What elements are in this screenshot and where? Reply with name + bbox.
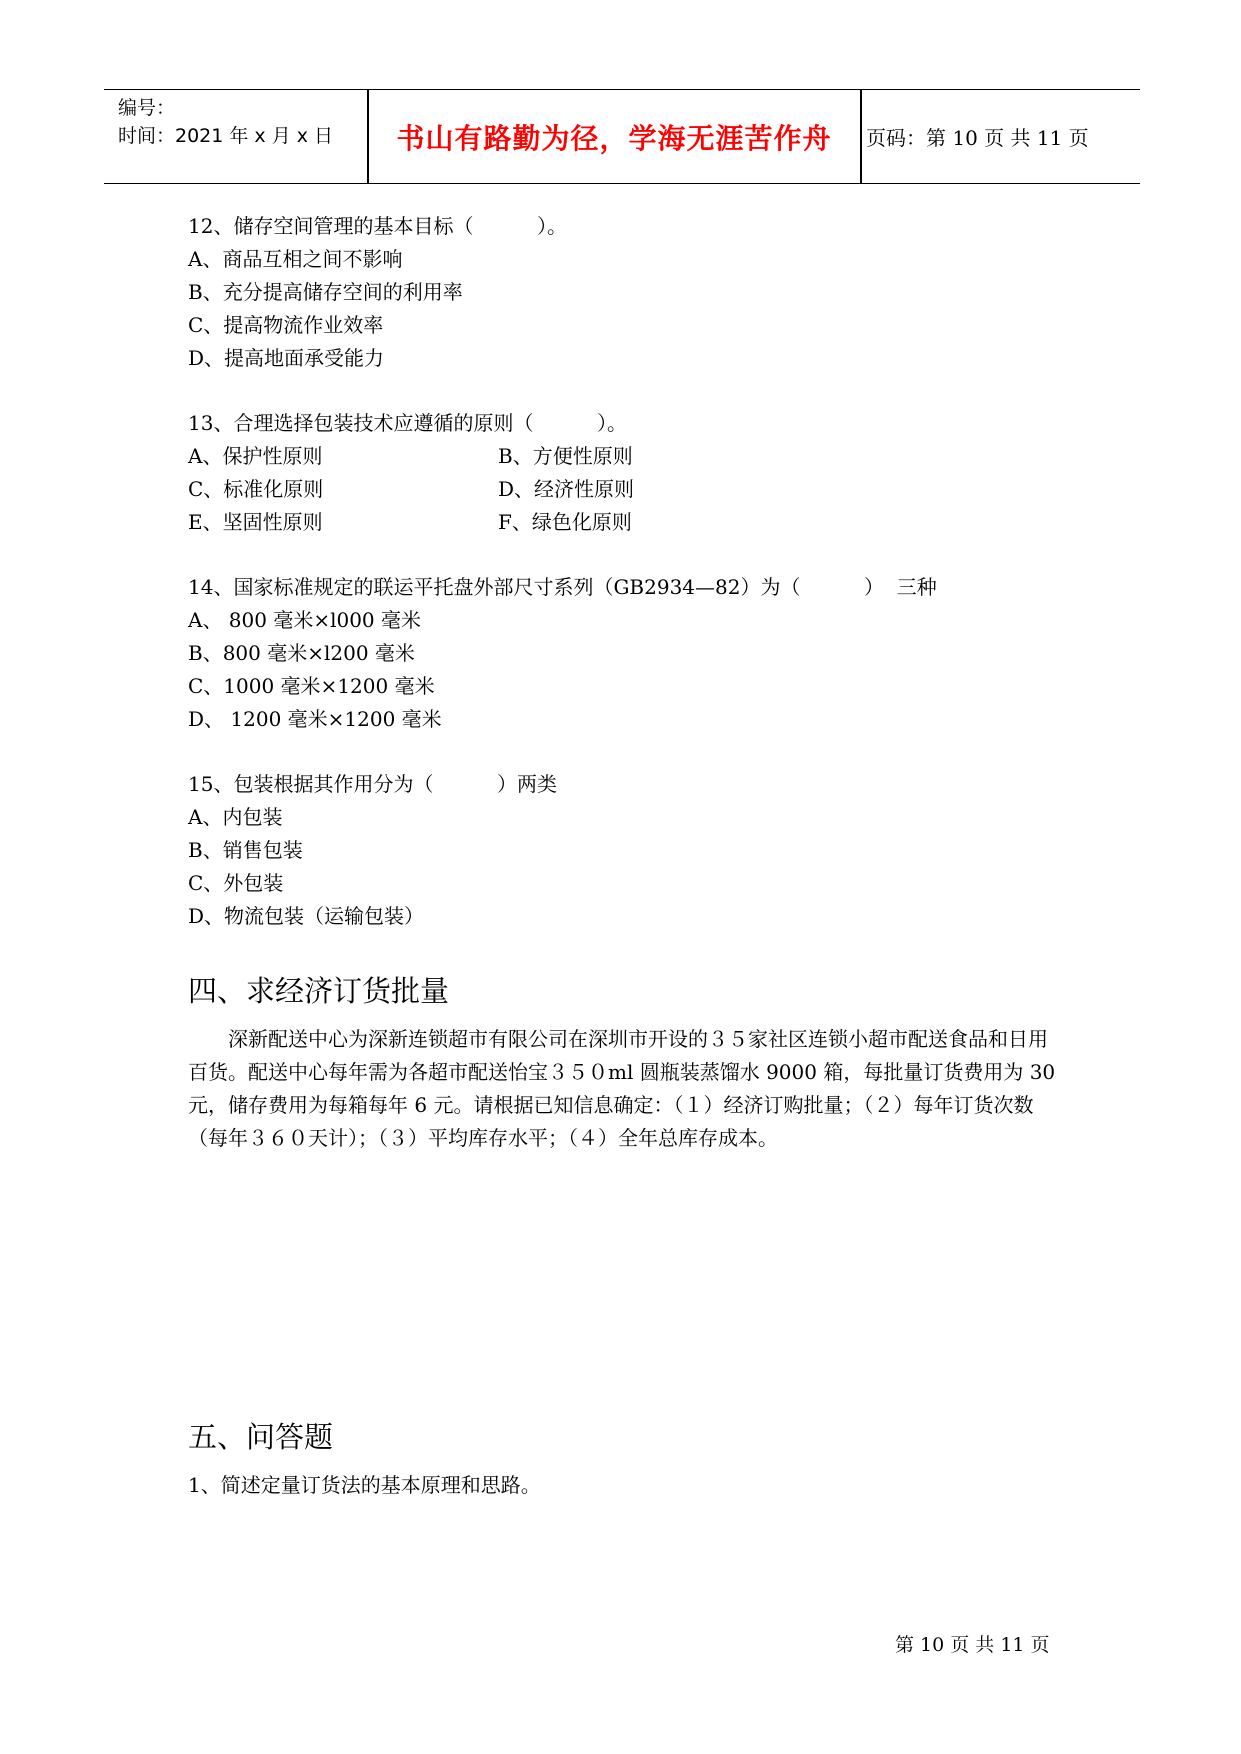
section-4-paragraph: 深新配送中心为深新连锁超市有限公司在深圳市开设的３５家社区连锁小超市配送食品和日用百货。配送中心每年需为各超市配送怡宝３５０ml 圆瓶装蒸馏水 9000 箱，每批量订货费用为 30 元，储存费用为每箱每年 6 元。请根据已知信息确定：（１）经济订购批量；（２）每年订货次数（每年３６０天计）；（３）平均库存水平；（４）全年总库存成本。 <box>188 1027 1056 1150</box>
option: B、800 毫米×l200 毫米 <box>188 641 415 665</box>
section-5-title: 五、问答题 <box>188 1420 334 1454</box>
document-body <box>188 210 1068 1502</box>
option: C、标准化原则 <box>188 477 324 501</box>
section-4-title: 四、求经济订货批量 <box>188 974 450 1008</box>
option: D、 1200 毫米×1200 毫米 <box>188 707 442 731</box>
question-14 <box>188 571 1068 736</box>
option: F、绿色化原则 <box>498 510 632 534</box>
page-header <box>104 89 1140 184</box>
option: A、保护性原则 <box>188 444 323 468</box>
number-label: 编号： <box>118 97 176 119</box>
question-stem: 14、国家标准规定的联运平托盘外部尺寸系列（GB2934—82）为（ ） 三种 <box>188 575 937 599</box>
header-meta <box>118 94 358 150</box>
option: B、方便性原则 <box>498 444 633 468</box>
option-row <box>188 473 1068 506</box>
question-13 <box>188 407 1068 539</box>
option: B、充分提高储存空间的利用率 <box>188 280 463 304</box>
question-stem: 13、合理选择包装技术应遵循的原则（ ）。 <box>188 411 628 435</box>
question-stem: 15、包装根据其作用分为（ ）两类 <box>188 772 558 796</box>
option: D、提高地面承受能力 <box>188 346 385 370</box>
option-row <box>188 506 1068 539</box>
header-motto: 书山有路勤为径，学海无涯苦作舟 <box>396 121 832 155</box>
option: C、1000 毫米×1200 毫米 <box>188 674 435 698</box>
section-5-question-1: 1、简述定量订货法的基本原理和思路。 <box>188 1473 541 1497</box>
option: D、物流包装（运输包装） <box>188 904 425 928</box>
option: A、内包装 <box>188 805 283 829</box>
option: C、外包装 <box>188 871 284 895</box>
header-page-label: 页码：第 10 页 共 11 页 <box>866 126 1089 150</box>
option-row <box>188 440 1068 473</box>
page-footer: 第 10 页 共 11 页 <box>895 1634 1050 1656</box>
header-divider <box>860 90 862 183</box>
question-15 <box>188 768 1068 933</box>
option: C、提高物流作业效率 <box>188 313 384 337</box>
option: A、商品互相之间不影响 <box>188 247 403 271</box>
option: B、销售包装 <box>188 838 303 862</box>
question-stem: 12、储存空间管理的基本目标（ ）。 <box>188 214 568 238</box>
question-12 <box>188 210 1068 375</box>
option: D、经济性原则 <box>498 477 635 501</box>
time-label: 时间：2021 年 x 月 x 日 <box>118 125 334 147</box>
option: E、坚固性原则 <box>188 510 323 534</box>
option: A、 800 毫米×l000 毫米 <box>188 608 422 632</box>
